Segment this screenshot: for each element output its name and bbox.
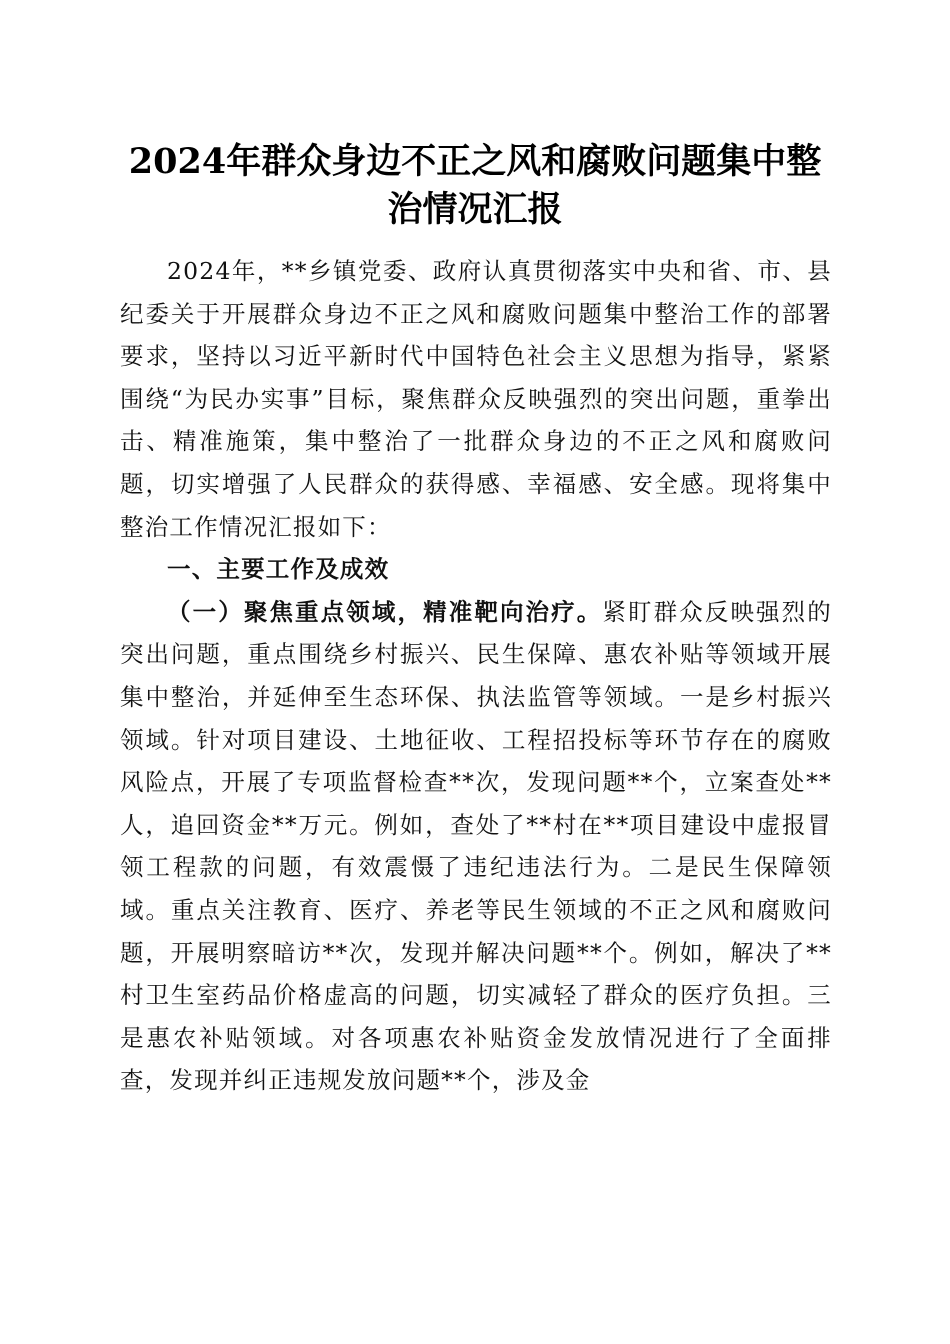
intro-paragraph: 2024年，**乡镇党委、政府认真贯彻落实中央和省、市、县纪委关于开展群众身边不正之风和腐败问题集中整治工作的部署要求，坚持以习近平新时代中国特色社会主义思想为指导，紧紧围绕“为民办实事”目标，聚焦群众反映强烈的突出问题，重拳出击、精准施策，集中整治了一批群众身边的不正之风和腐败问题，切实增强了人民群众的获得感、幸福感、安全感。现将集中整治工作情况汇报如下： xyxy=(120,257,832,541)
subsection-title: （一）聚焦重点领域，精准靶向治疗。 xyxy=(167,597,603,626)
document-title xyxy=(100,138,850,234)
subsection-paragraph xyxy=(120,591,832,1102)
title-line-2: 治情况汇报 xyxy=(387,189,563,230)
section-heading: 一、主要工作及成效 xyxy=(167,555,390,584)
subsection-body: 紧盯群众反映强烈的突出问题，重点围绕乡村振兴、民生保障、惠农补贴等领域开展集中整治，并延伸至生态环保、执法监管等领域。一是乡村振兴领域。针对项目建设、土地征收、工程招投标等环节存在的腐败风险点，开展了专项监督检查**次，发现问题**个，立案查处**人，追回资金**万元。例如，查处了**村在**项目建设中虚报冒领工程款的问题，有效震慑了违纪违法行为。二是民生保障领域。重点关注教育、医疗、养老等民生领域的不正之风和腐败问题，开展明察暗访**次，发现并解决问题**个。例如，解决了**村卫生室药品价格虚高的问题，切实减轻了群众的医疗负担。三是惠农补贴领域。对各项惠农补贴资金发放情况进行了全面排查，发现并纠正违规发放问题**个，涉及金 xyxy=(120,597,832,1095)
title-line-1: 2024年群众身边不正之风和腐败问题集中整 xyxy=(128,141,822,182)
document-body xyxy=(120,250,832,1102)
